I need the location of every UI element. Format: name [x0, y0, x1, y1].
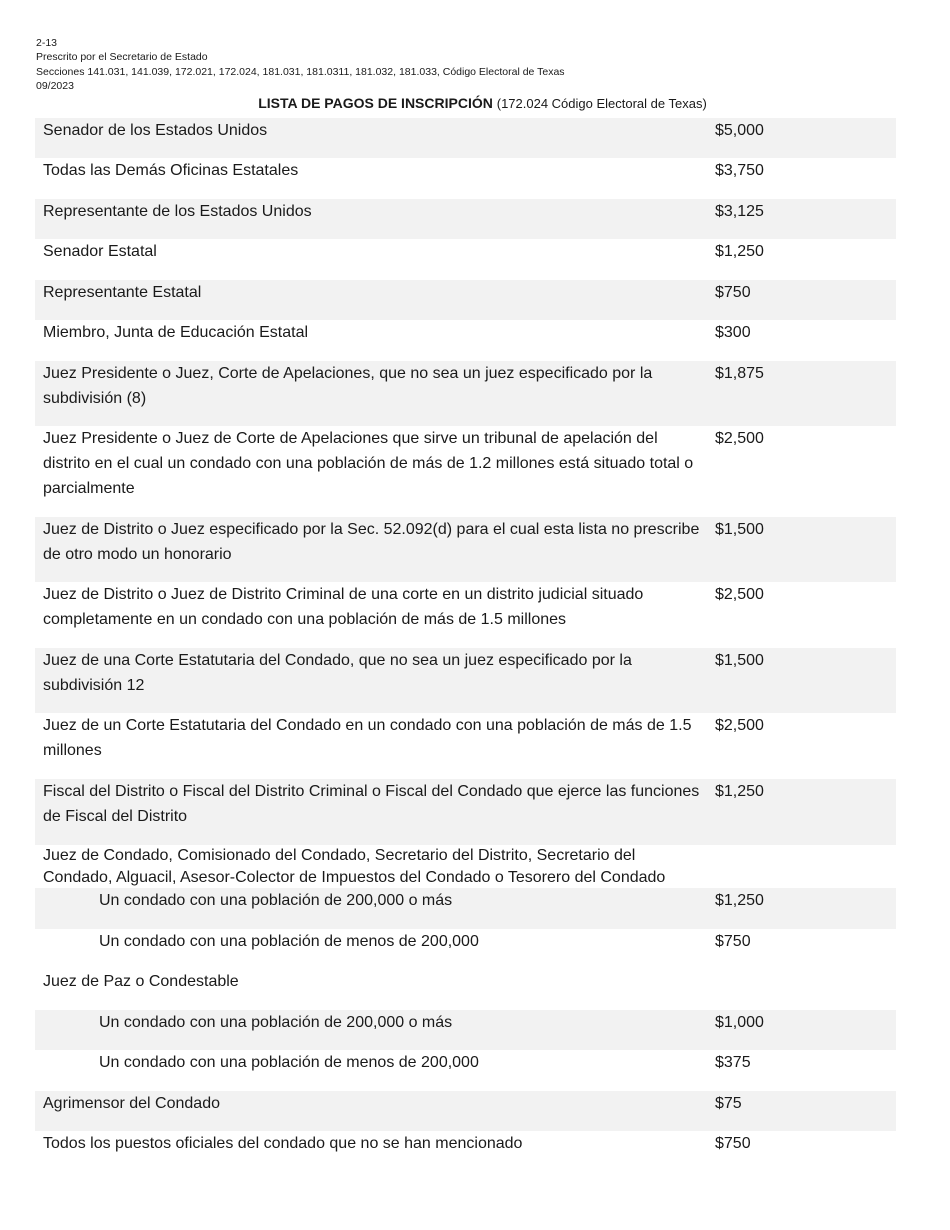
fee-row — [35, 1131, 896, 1171]
fee-row — [35, 713, 896, 779]
fee-row — [35, 118, 896, 158]
fee-row — [35, 648, 896, 713]
fee-row — [35, 361, 896, 426]
fee-amount: $300 — [715, 324, 751, 341]
office-label: Juez Presidente o Juez, Corte de Apelaciones, que no sea un juez especificado por la subdivisión (8) — [43, 365, 653, 407]
fee-row — [35, 239, 896, 280]
office-label: Juez de una Corte Estatutaria del Condado, que no sea un juez especificado por la subdivisión 12 — [43, 652, 632, 694]
fee-amount: $1,000 — [715, 1014, 764, 1031]
fee-amount: $1,500 — [715, 652, 764, 669]
fee-amount: $375 — [715, 1054, 751, 1071]
office-label: Fiscal del Distrito o Fiscal del Distrito Criminal o Fiscal del Condado que ejerce las funciones de Fiscal del Distrito — [43, 783, 700, 825]
fee-row — [35, 280, 896, 320]
office-label: Juez de Paz o Condestable — [43, 973, 239, 990]
office-label: Todas las Demás Oficinas Estatales — [43, 162, 299, 179]
revision-date: 09/2023 — [36, 79, 74, 92]
office-label: Un condado con una población de 200,000 o más — [99, 1014, 453, 1031]
office-label: Senador Estatal — [43, 243, 157, 260]
fee-row — [35, 779, 896, 845]
fee-row — [35, 929, 896, 969]
office-label: Senador de los Estados Unidos — [43, 122, 268, 139]
fee-row — [35, 1010, 896, 1050]
fee-row — [35, 582, 896, 648]
office-label: Todos los puestos oficiales del condado que no se han mencionado — [43, 1135, 523, 1152]
page-title — [0, 93, 950, 114]
office-label: Un condado con una población de 200,000 o más — [99, 892, 453, 909]
fee-amount: $1,250 — [715, 892, 764, 909]
title-sub: (172.024 Código Electoral de Texas) — [496, 96, 707, 111]
office-label: Juez de Condado, Comisionado del Condado, Secretario del Distrito, Secretario del Condado, Alguacil, Asesor-Colector de Impuestos del Condado o Tesorero del Condado — [43, 847, 666, 886]
fee-row — [35, 517, 896, 582]
fee-amount: $750 — [715, 284, 751, 301]
fee-amount: $1,250 — [715, 783, 764, 800]
office-label: Representante Estatal — [43, 284, 202, 301]
office-label: Un condado con una población de menos de 200,000 — [99, 933, 479, 950]
form-header — [36, 36, 565, 93]
fee-amount: $3,750 — [715, 162, 764, 179]
fee-amount: $2,500 — [715, 717, 764, 734]
office-label: Juez de Distrito o Juez especificado por la Sec. 52.092(d) para el cual esta lista no prescribe de otro modo un honorario — [43, 521, 700, 563]
fee-amount: $75 — [715, 1095, 742, 1112]
fee-amount: $2,500 — [715, 586, 764, 603]
fee-amount: $750 — [715, 933, 751, 950]
office-label: Representante de los Estados Unidos — [43, 203, 312, 220]
fee-table — [35, 118, 896, 1171]
office-label: Juez de Distrito o Juez de Distrito Criminal de una corte en un distrito judicial situado completamente en un condado con una población de más de 1.5 millones — [43, 586, 644, 628]
prescribed-by: Prescrito por el Secretario de Estado — [36, 51, 208, 64]
fee-row — [35, 1091, 896, 1131]
office-label: Un condado con una población de menos de 200,000 — [99, 1054, 479, 1071]
office-label: Juez de un Corte Estatutaria del Condado en un condado con una población de más de 1.5 millones — [43, 717, 692, 759]
statute-sections: Secciones 141.031, 141.039, 172.021, 172.024, 181.031, 181.0311, 181.032, 181.033, Código Electoral de Texas — [36, 65, 565, 78]
fee-row — [35, 199, 896, 239]
fee-amount: $1,500 — [715, 521, 764, 538]
office-label: Miembro, Junta de Educación Estatal — [43, 324, 309, 341]
fee-amount: $1,250 — [715, 243, 764, 260]
form-number: 2-13 — [36, 37, 58, 49]
fee-row — [35, 320, 896, 361]
fee-amount: $750 — [715, 1135, 751, 1152]
fee-amount: $2,500 — [715, 430, 764, 447]
fee-amount: $3,125 — [715, 203, 764, 220]
fee-amount: $1,875 — [715, 365, 764, 382]
office-label: Juez Presidente o Juez de Corte de Apelaciones que sirve un tribunal de apelación del distrito en el cual un condado con una población de más de 1.2 millones está situado total o parcialmente — [43, 430, 694, 497]
fee-row — [35, 158, 896, 199]
fee-group-heading — [35, 845, 896, 888]
fee-amount: $5,000 — [715, 122, 764, 139]
title-main: LISTA DE PAGOS DE INSCRIPCIÓN — [258, 95, 493, 111]
fee-row — [35, 888, 896, 929]
fee-row — [35, 426, 896, 517]
fee-group-heading — [35, 969, 896, 1010]
office-label: Agrimensor del Condado — [43, 1095, 220, 1112]
fee-row — [35, 1050, 896, 1091]
